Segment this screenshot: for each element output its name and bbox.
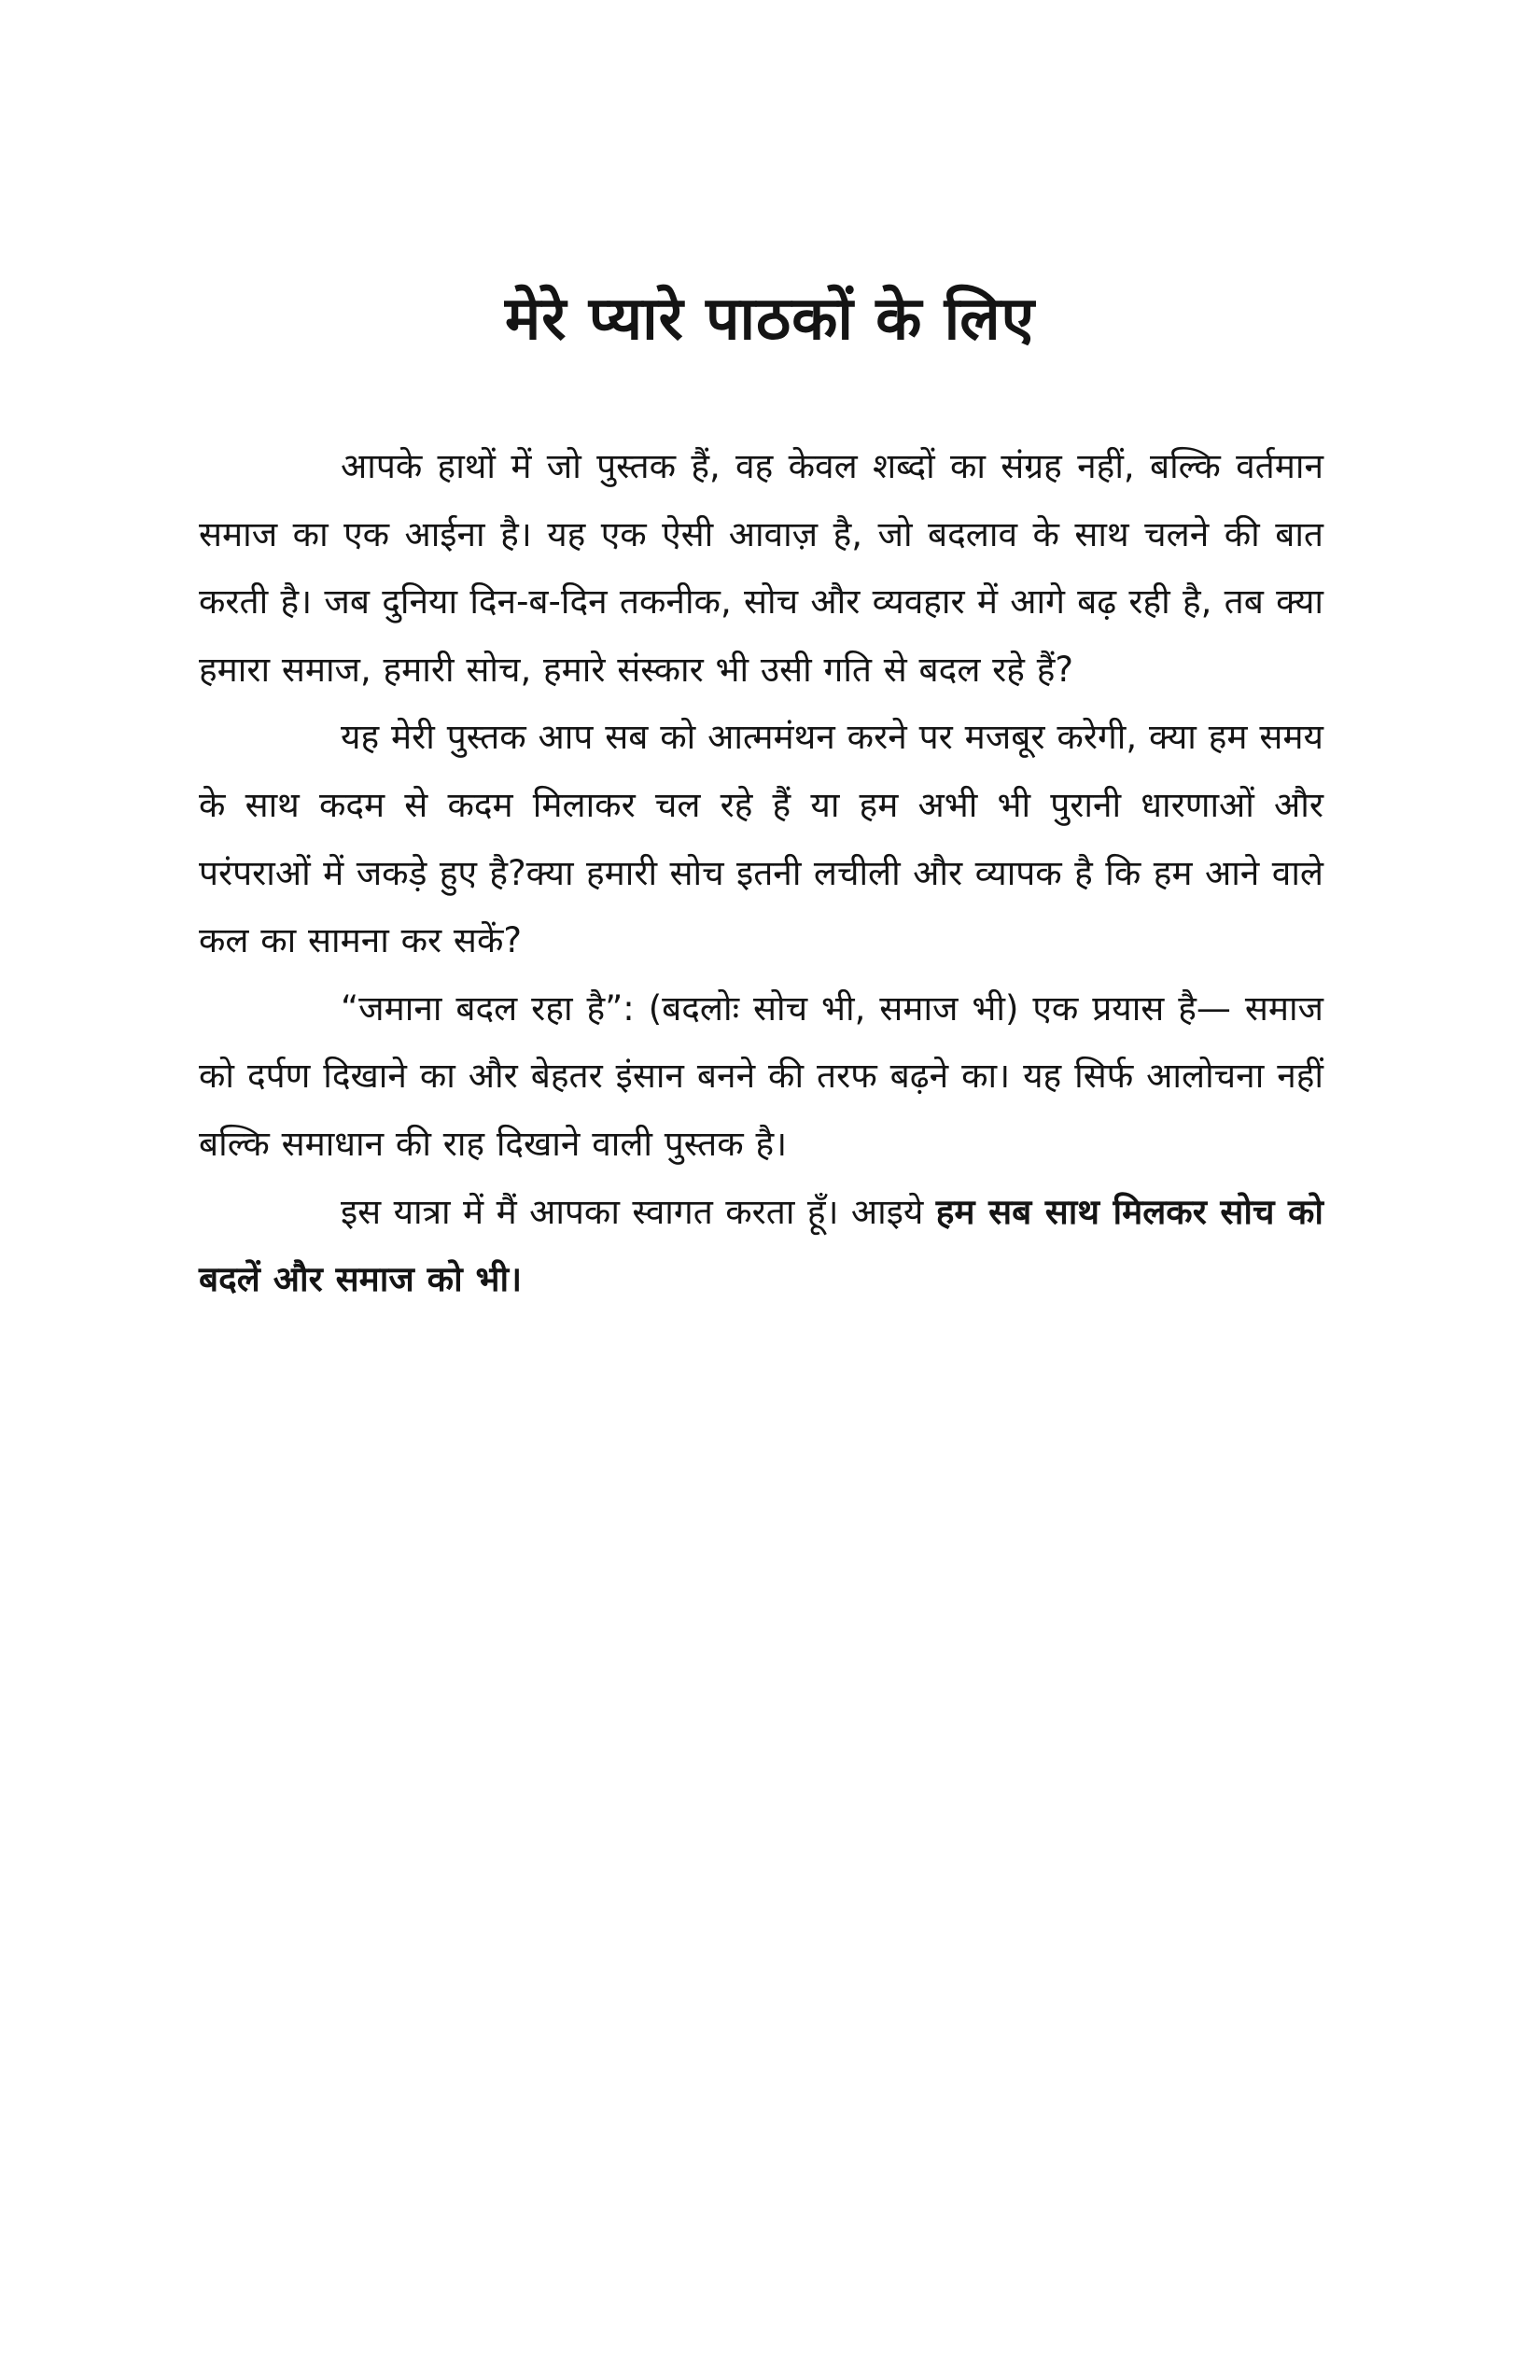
body-text: [199, 433, 1323, 1314]
paragraph-1: आपके हाथों में जो पुस्तक हैं, वह केवल शब्दों का संग्रह नहीं, बल्कि वर्तमान समाज का एक आईना है। यह एक ऐसी आवाज़ है, जो बदलाव के साथ चलने की बात करती है। जब दुनिया दिन-ब-दिन तकनीक, सोच और व्यवहार में आगे बढ़ रही है, तब क्या हमारा समाज, हमारी सोच, हमारे संस्कार भी उसी गति से बदल रहे हैं?: [199, 446, 1323, 690]
paragraph-4-bold-text: हम सब साथ मिलकर सोच को बदलें और समाज को भी।: [199, 1191, 1323, 1300]
paragraph-4: [199, 1179, 1323, 1314]
paragraph-3: “जमाना बदल रहा है”: (बदलोः सोच भी, समाज भी) एक प्रयास है— समाज को दर्पण दिखाने का और बेहतर इंसान बनने की तरफ बढ़ने का। यह सिर्फ आलोचना नहीं बल्कि समाधान की राह दिखाने वाली पुस्तक है।: [199, 987, 1323, 1164]
paragraph-4-text: इस यात्रा में मैं आपका स्वागत करता हूँ। आइये: [341, 1191, 936, 1232]
page-title: मेरे प्यारे पाठकों के लिए: [504, 285, 1036, 354]
paragraph-2: यह मेरी पुस्तक आप सब को आत्ममंथन करने पर मजबूर करेगी, क्या हम समय के साथ कदम से कदम मिलाकर चल रहे हैं या हम अभी भी पुरानी धारणाओं और परंपराओं में जकड़े हुए है?क्या हमारी सोच इतनी लचीली और व्यापक है कि हम आने वाले कल का सामना कर सकें?: [199, 717, 1323, 961]
